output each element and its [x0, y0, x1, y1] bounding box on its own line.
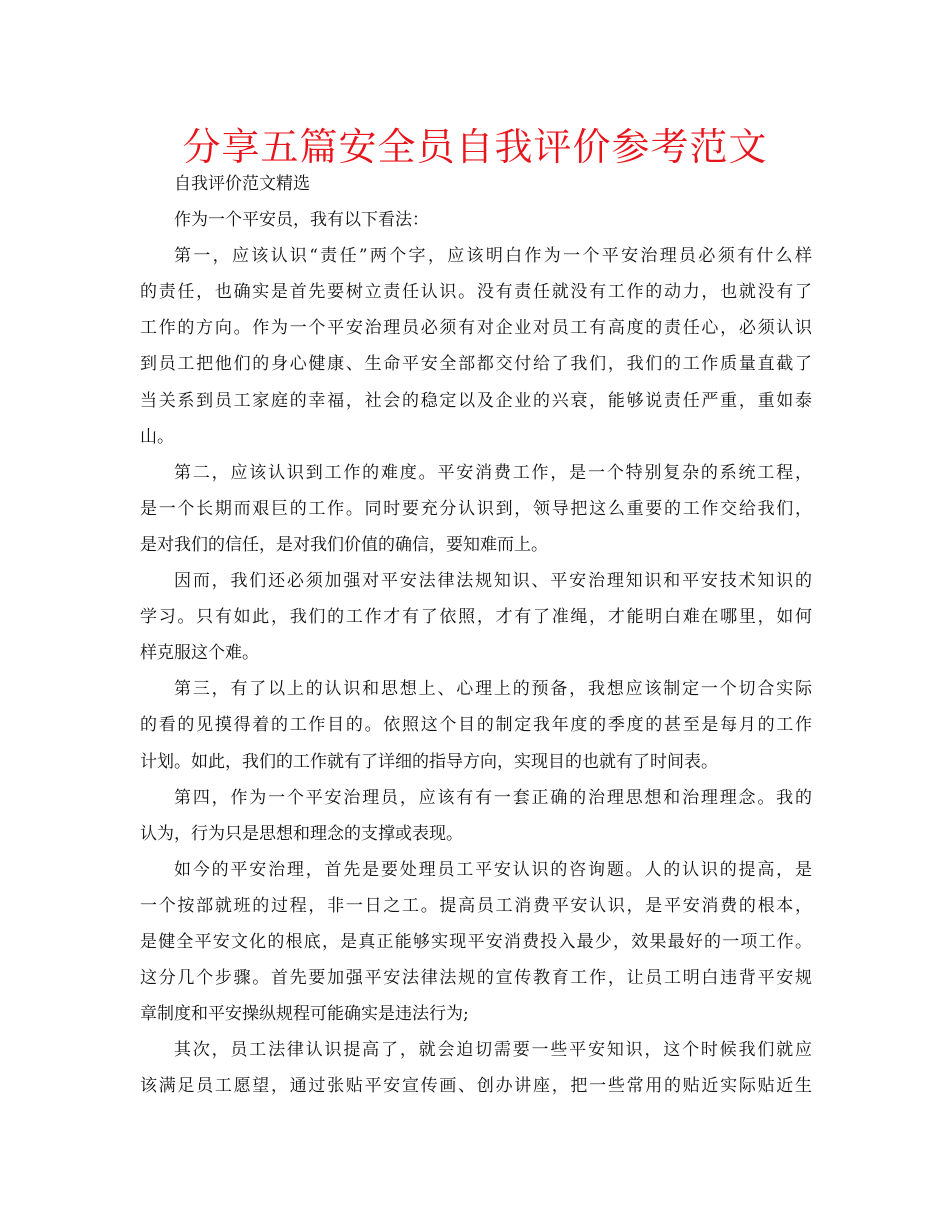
document-body: [140, 166, 812, 1104]
text-line: 学习。只有如此，我们的工作才有了依照，才有了准绳，才能明白难在哪里，如何: [140, 607, 812, 628]
paragraph-current-management: [140, 852, 812, 1032]
text-line: 到员工把他们的身心健康、生命平安全部都交付给了我们，我们的工作质量直截了: [140, 354, 812, 375]
text-line: 样克服这个难。: [140, 643, 259, 664]
text-line: 因而，我们还必须加强对平安法律法规知识、平安治理知识和平安技术知识的: [174, 571, 812, 592]
text-line: 章制度和平安操纵规程可能确实是违法行为;: [140, 1004, 469, 1025]
paragraph-subtitle: [140, 166, 812, 202]
text-line: 该满足员工愿望，通过张贴平安宣传画、创办讲座，把一些常用的贴近实际贴近生: [140, 1076, 812, 1097]
text-line: 如今的平安治理，首先是要处理员工平安认识的咨询题。人的认识的提高，是: [174, 859, 812, 880]
paragraph-fourth-point: [140, 780, 812, 852]
text-line: 当关系到员工家庭的幸福，社会的稳定以及企业的兴衰，能够说责任严重，重如泰: [140, 390, 812, 411]
paragraph-intro: [140, 202, 812, 238]
text-line: 认为，行为只是思想和理念的支撑或表现。: [140, 823, 463, 844]
text-line: 山。: [140, 426, 174, 447]
text-line: 的看的见摸得着的工作目的。依照这个目的制定我年度的季度的甚至是每月的工作: [140, 715, 812, 736]
text-line: 是对我们的信任，是对我们价值的确信，要知难而上。: [140, 534, 548, 555]
text-line: 工作的方向。作为一个平安治理员必须有对企业对员工有高度的责任心，必须认识: [140, 318, 812, 339]
text-line: 自我评价范文精选: [174, 174, 310, 194]
text-line: 作为一个平安员，我有以下看法：: [174, 210, 429, 231]
text-line: 第一，应该认识“责任”两个字，应该明白作为一个平安治理员必须有什么样: [174, 246, 812, 267]
paragraph-third-point: [140, 671, 812, 779]
text-line: 的责任，也确实是首先要树立责任认识。没有责任就没有工作的动力，也就没有了: [140, 282, 812, 303]
paragraph-second-point: [140, 455, 812, 563]
text-line: 是健全平安文化的根底，是真正能够实现平安消费投入最少，效果最好的一项工作。: [140, 931, 812, 952]
paragraph-therefore: [140, 563, 812, 671]
text-line: 是一个长期而艰巨的工作。同时要充分认识到，领导把这么重要的工作交给我们，: [140, 498, 812, 519]
paragraph-first-point: [140, 238, 812, 455]
paragraph-secondly: [140, 1032, 812, 1104]
text-line: 第三，有了以上的认识和思想上、心理上的预备，我想应该制定一个切合实际: [174, 679, 812, 700]
text-line: 其次，员工法律认识提高了，就会迫切需要一些平安知识，这个时候我们就应: [174, 1040, 812, 1061]
text-line: 这分几个步骤。首先要加强平安法律法规的宣传教育工作，让员工明白违背平安规: [140, 968, 812, 989]
text-line: 计划。如此，我们的工作就有了详细的指导方向，实现目的也就有了时间表。: [140, 751, 718, 772]
text-line: 第四，作为一个平安治理员，应该有有一套正确的治理思想和治理理念。我的: [174, 787, 812, 808]
text-line: 一个按部就班的过程，非一日之工。提高员工消费平安认识，是平安消费的根本，: [140, 895, 812, 916]
document-title: 分享五篇安全员自我评价参考范文: [182, 125, 768, 169]
text-line: 第二，应该认识到工作的难度。平安消费工作，是一个特别复杂的系统工程，: [174, 462, 812, 483]
